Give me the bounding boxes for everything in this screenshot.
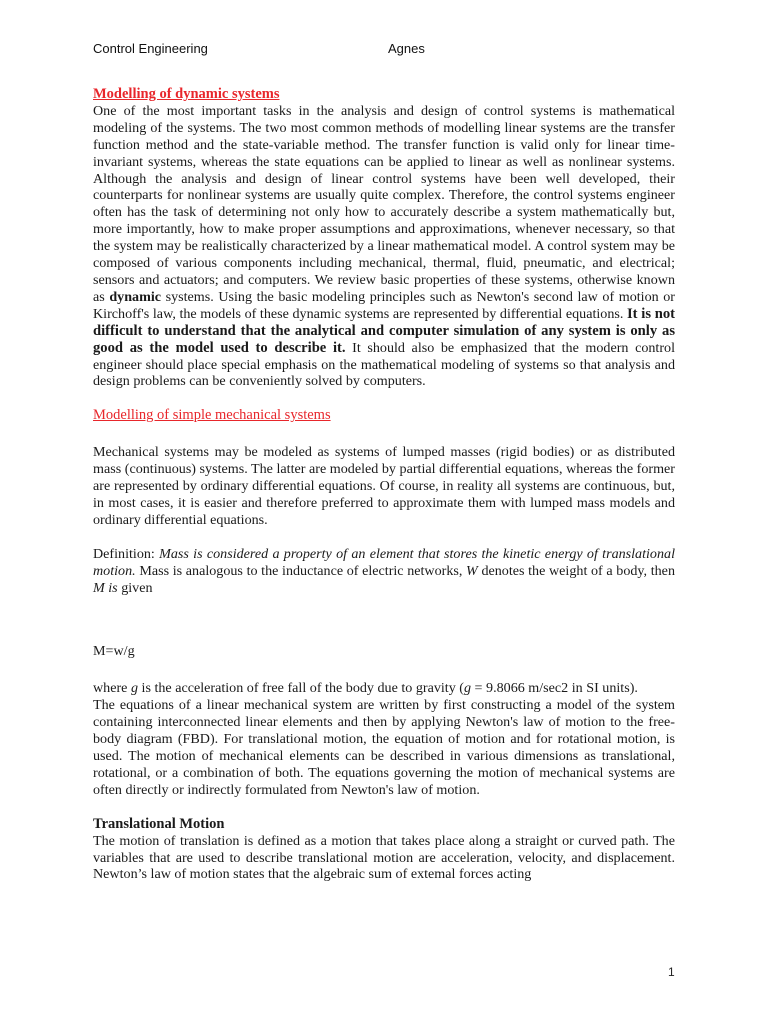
paragraph-gravity [93,680,675,697]
definition-italic-text: Mass is considered a property of an element that stores the kinetic energy of translational motion. [93,545,675,579]
symbol-g: g [463,680,472,697]
paragraph-text: where [93,680,131,697]
spacer [93,799,675,816]
spacer [93,529,675,546]
spacer [93,596,675,643]
formula-mass: M=w/g [93,643,135,660]
paragraph-dynamic-systems [93,103,675,390]
paragraph-linear-mechanical-equations: The equations of a linear mechanical system are written by first constructing a model of the system containing interconnected linear elements and then by applying Newton's law of motion to the free-body diagram (FBD). For translational motion, the equation of motion and for rotational motion, is used. The motion of mechanical elements can be described in various dimensions as translational, rotational, or a combination of both. The equations governing the motion of mechanical systems are often directly or indirectly formulated from Newton's law of motion. [93,697,675,798]
symbol-W: W [466,562,478,579]
section-title-translational-motion: Translational Motion [93,815,225,832]
spacer [93,660,675,680]
bold-term-dynamic: dynamic [109,288,162,305]
paragraph-text: is the acceleration of free fall of the body due to gravity ( [138,680,464,697]
spacer [93,424,675,444]
paragraph-text: systems. Using the basic modeling principles such as Newton's second law of motion or Kirchoff's law, the models of these dynamic systems are represented by differential equations. [93,288,675,322]
paragraph-text: One of the most important tasks in the analysis and design of control systems is mathematical modeling of the systems. The two most common methods of modelling linear systems are the transfer function method and the state-variable method. The transfer function is valid only for linear time-invariant systems, whereas the state equations can be applied to linear as well as nonlinear systems. Although the analysis and design of linear control systems have been well developed, their counterparts for nonlinear systems are usually quite complex. Therefore, the control systems engineer often has the task of determining not only how to accurately describe a system mathematically but, more importantly, how to make proper assumptions and approximations, whenever necessary, so that the system may be realistically characterized by a linear mathematical model. A control system may be composed of various components including mechanical, thermal, fluid, pneumatic, and electrical; sensors and actuators; and computers. We review basic properties of these systems, otherwise known as [93,102,675,305]
symbol-M-is: M is [93,579,118,596]
definition-label: Definition: [93,545,160,562]
spacer [93,390,675,407]
symbol-g: g [130,680,138,697]
page-header [93,41,693,61]
paragraph-lumped-masses: Mechanical systems may be modeled as systems of lumped masses (rigid bodies) or as distributed mass (continuous) systems. The latter are modeled by partial differential equations, whereas the former are represented by ordinary differential equations. Of course, in reality all systems are continuous, but, in most cases, it is easier and therefore preferred to approximate them with lumped mass models and ordinary differential equations. [93,444,675,528]
bold-emphasis-sentence: It is not difficult to understand that the analytical and computer simulation of any system is only as good as the model used to describe it. [93,305,675,356]
paragraph-text: Mass is analogous to the inductance of electric networks, [135,562,467,579]
paragraph-text: = 9.8066 m/sec2 in SI units). [471,680,638,697]
section-title-mechanical-systems: Modelling of simple mechanical systems [93,407,331,424]
paragraph-text: given [117,579,153,596]
paragraph-definition-mass [93,546,675,597]
section-title-dynamic-systems: Modelling of dynamic systems [93,86,280,102]
header-course-title: Control Engineering [93,41,208,56]
paragraph-translational-motion: The motion of translation is defined as a motion that takes place along a straight or curved path. The variables that are used to describe translational motion are acceleration, velocity, and displacement. Newton’s law of motion states that the algebraic sum of extemal forces acting [93,832,675,883]
paragraph-text: It should also be emphasized that the modern control engineer should place special emphasis on the mathematical modeling of systems so that analysis and design problems can be conveniently solved by computers. [93,339,675,390]
document-body [93,86,675,883]
header-author: Agnes [388,41,425,56]
page-number: 1 [668,965,675,979]
paragraph-text: denotes the weight of a body, then [477,562,675,579]
